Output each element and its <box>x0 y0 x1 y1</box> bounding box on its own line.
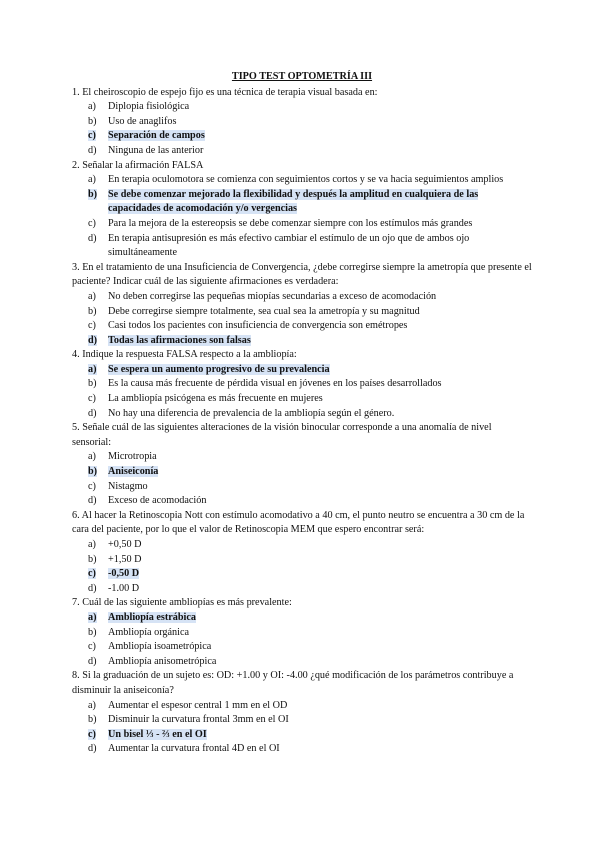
option-letter <box>88 538 108 553</box>
option-letter <box>88 553 108 568</box>
option-item-correct <box>72 728 532 743</box>
option-item <box>72 290 532 305</box>
option-letter-label: b) <box>88 115 97 127</box>
option-item <box>72 553 532 568</box>
option-letter <box>88 100 108 115</box>
option-text <box>108 173 532 188</box>
option-text <box>108 480 532 495</box>
option-letter <box>88 480 108 495</box>
option-letter <box>88 407 108 422</box>
option-letter <box>88 290 108 305</box>
option-text-label: La ambliopía psicógena es más frecuente en mujeres <box>108 393 323 405</box>
option-text <box>108 538 532 553</box>
option-text <box>108 494 532 509</box>
option-text <box>108 567 532 582</box>
option-text <box>108 699 532 714</box>
option-item-correct <box>72 363 532 378</box>
option-text <box>108 450 532 465</box>
option-item <box>72 494 532 509</box>
option-text-label: Microtropia <box>108 451 157 463</box>
option-letter <box>88 611 108 626</box>
option-text-label: -0,50 D <box>108 568 140 580</box>
option-text-label: Separación de campos <box>108 130 205 142</box>
option-text-label: Aumentar la curvatura frontal 4D en el OI <box>108 743 280 755</box>
option-item <box>72 450 532 465</box>
option-item-correct <box>72 567 532 582</box>
option-text <box>108 334 532 349</box>
options-list <box>72 173 532 261</box>
option-text-label: Uso de anaglifos <box>108 115 177 127</box>
option-letter <box>88 713 108 728</box>
option-text-label: +1,50 D <box>108 553 142 565</box>
option-letter-label: a) <box>88 451 96 463</box>
option-letter-label: c) <box>88 480 96 492</box>
option-text <box>108 100 532 115</box>
option-text-label: Aniseiconía <box>108 466 159 478</box>
option-text-label: No hay una diferencia de prevalencia de la ambliopía según el género. <box>108 407 395 419</box>
option-text <box>108 655 532 670</box>
question-block <box>72 86 532 159</box>
option-text-label: Disminuir la curvatura frontal 3mm en el OI <box>108 714 289 726</box>
question-text: 7. Cuál de las siguiente ambliopías es más prevalente: <box>72 597 292 609</box>
option-letter <box>88 129 108 144</box>
option-letter-label: b) <box>88 466 98 478</box>
option-letter-label: c) <box>88 130 96 142</box>
option-text <box>108 728 532 743</box>
options-list <box>72 611 532 669</box>
option-item-correct <box>72 611 532 626</box>
option-text <box>108 713 532 728</box>
option-letter <box>88 465 108 480</box>
option-item <box>72 100 532 115</box>
option-letter <box>88 305 108 320</box>
option-letter-label: b) <box>88 305 97 317</box>
option-item <box>72 232 532 261</box>
question-text: 3. En el tratamiento de una Insuficiencia de Convergencia, ¿debe corregirse siempre la ametropía que presente el paciente? Indicar cuál de las siguiente afirmaciones es verdadera: <box>72 261 532 288</box>
option-item <box>72 655 532 670</box>
option-letter <box>88 582 108 597</box>
question-block <box>72 509 532 597</box>
option-item <box>72 217 532 232</box>
option-text <box>108 319 532 334</box>
option-text-label: Se espera un aumento progresivo de su prevalencia <box>108 363 330 375</box>
option-item-correct <box>72 188 532 217</box>
option-letter-label: c) <box>88 217 96 229</box>
option-item <box>72 305 532 320</box>
option-letter-label: b) <box>88 626 97 638</box>
option-letter-label: a) <box>88 290 96 302</box>
option-letter-label: b) <box>88 553 97 565</box>
option-item <box>72 144 532 159</box>
option-letter-label: d) <box>88 495 97 507</box>
option-text <box>108 129 532 144</box>
option-letter-label: a) <box>88 539 96 550</box>
option-text <box>108 232 532 261</box>
option-item-correct <box>72 334 532 349</box>
question-block <box>72 669 532 757</box>
option-text <box>108 611 532 626</box>
option-text <box>108 305 532 320</box>
option-letter-label: d) <box>88 334 98 346</box>
option-letter-label: b) <box>88 378 97 390</box>
option-text-label: Diplopia fisiológica <box>108 101 190 113</box>
option-item <box>72 173 532 188</box>
options-list <box>72 699 532 757</box>
option-letter <box>88 450 108 465</box>
option-letter-label: d) <box>88 407 97 419</box>
option-letter <box>88 392 108 407</box>
option-item <box>72 407 532 422</box>
document-page <box>72 70 532 757</box>
options-list <box>72 363 532 421</box>
question-text: 8. Si la graduación de un sujeto es: OD: +1.00 y OI: -4.00 ¿qué modificación de los parámetros contribuye a disminuir la aniseiconía? <box>72 670 514 696</box>
option-text-label: Es la causa más frecuente de pérdida visual en jóvenes en los países desarrollados <box>108 378 442 390</box>
option-text-label: Ambliopía anisometrópica <box>108 655 217 667</box>
question-text: 4. Indique la respuesta FALSA respecto a la ambliopía: <box>72 349 297 361</box>
question-block <box>72 421 532 509</box>
option-letter-label: c) <box>88 568 96 580</box>
option-text-label: Ambliopía estrábica <box>108 611 197 623</box>
option-letter <box>88 319 108 334</box>
option-letter-label: c) <box>88 728 96 740</box>
option-letter <box>88 728 108 743</box>
option-letter <box>88 655 108 670</box>
option-item <box>72 377 532 392</box>
option-text <box>108 290 532 305</box>
option-text-label: Ambliopía isoametrópica <box>108 641 212 653</box>
option-letter <box>88 188 108 217</box>
option-letter-label: b) <box>88 188 98 200</box>
option-item-correct <box>72 465 532 480</box>
option-letter <box>88 363 108 378</box>
option-letter-label: a) <box>88 699 96 711</box>
option-letter-label: b) <box>88 714 97 726</box>
option-text-label: -1.00 D <box>108 582 140 594</box>
option-text-label: Casi todos los pacientes con insuficiencia de convergencia son emétropes <box>108 320 408 332</box>
option-letter-label: a) <box>88 611 97 623</box>
option-letter <box>88 494 108 509</box>
questions-container <box>72 86 532 757</box>
question-text: 2. Señalar la afirmación FALSA <box>72 159 204 171</box>
option-text-label: Un bisel ⅓ - ⅔ en el OI <box>108 728 207 740</box>
option-text <box>108 742 532 757</box>
option-letter <box>88 232 108 261</box>
option-text <box>108 363 532 378</box>
option-letter-label: d) <box>88 655 97 667</box>
option-item <box>72 742 532 757</box>
option-text-label: Para la mejora de la estereopsis se debe comenzar siempre con los estímulos más grandes <box>108 217 473 229</box>
option-letter-label: a) <box>88 174 96 186</box>
question-block <box>72 159 532 261</box>
option-text-label: En terapia antisupresión es más efectivo cambiar el estímulo de un ojo que de ambos ojo simultáneamente <box>108 232 470 259</box>
option-text <box>108 377 532 392</box>
option-text <box>108 407 532 422</box>
option-text <box>108 217 532 232</box>
option-text-label: Aumentar el espesor central 1 mm en el OD <box>108 699 288 711</box>
question-text: 6. Al hacer la Retinoscopia Nott con estímulo acomodativo a 40 cm, el punto neutro se encuentra a 30 cm de la cara del paciente, por lo que el valor de Retinoscopia MEM que espero encontrar será: <box>72 509 525 536</box>
option-item <box>72 626 532 641</box>
option-text <box>108 188 532 217</box>
question-text: 1. El cheiroscopio de espejo fijo es una técnica de terapia visual basada en: <box>72 86 378 98</box>
option-text <box>108 626 532 641</box>
option-letter <box>88 377 108 392</box>
option-letter-label: d) <box>88 743 97 755</box>
option-text <box>108 115 532 130</box>
option-item <box>72 392 532 407</box>
option-letter <box>88 626 108 641</box>
option-letter-label: d) <box>88 144 97 156</box>
option-letter <box>88 334 108 349</box>
option-text <box>108 465 532 480</box>
options-list <box>72 290 532 348</box>
option-letter-label: a) <box>88 101 96 113</box>
option-text-label: Se debe comenzar mejorado la flexibilidad y después la amplitud en cualquiera de las capacidades de acomodación y/o vergencias <box>108 188 479 215</box>
option-letter <box>88 173 108 188</box>
option-item <box>72 640 532 655</box>
option-text-label: Todas las afirmaciones son falsas <box>108 334 251 346</box>
option-letter <box>88 567 108 582</box>
option-letter <box>88 115 108 130</box>
option-letter <box>88 640 108 655</box>
option-letter-label: d) <box>88 232 97 244</box>
option-text <box>108 392 532 407</box>
options-list <box>72 100 532 158</box>
option-item <box>72 582 532 597</box>
question-block <box>72 348 532 421</box>
option-text-label: Exceso de acomodación <box>108 495 207 507</box>
option-item <box>72 699 532 714</box>
option-letter <box>88 742 108 757</box>
option-letter-label: c) <box>88 641 96 653</box>
option-letter-label: c) <box>88 393 96 405</box>
question-block <box>72 596 532 669</box>
option-item-correct <box>72 129 532 144</box>
option-item <box>72 713 532 728</box>
option-text <box>108 144 532 159</box>
option-text-label: Nistagmo <box>108 480 148 492</box>
options-list <box>72 450 532 508</box>
options-list <box>72 538 532 596</box>
option-letter-label: c) <box>88 320 96 332</box>
option-text-label: +0,50 D <box>108 539 142 550</box>
option-item <box>72 115 532 130</box>
option-item <box>72 480 532 495</box>
option-letter <box>88 217 108 232</box>
option-text-label: Debe corregirse siempre totalmente, sea cual sea la ametropía y su magnitud <box>108 305 420 317</box>
option-text-label: En terapia oculomotora se comienza con seguimientos cortos y se va hacia seguimientos amplios <box>108 174 504 186</box>
option-letter-label: a) <box>88 363 97 375</box>
option-text-label: No deben corregirse las pequeñas miopías secundarias a exceso de acomodación <box>108 290 437 302</box>
option-letter-label: d) <box>88 582 97 594</box>
question-text: 5. Señale cuál de las siguientes alteraciones de la visión binocular corresponde a una anomalía de nivel sensorial: <box>72 422 492 448</box>
question-block <box>72 261 532 349</box>
option-text <box>108 553 532 568</box>
option-item <box>72 319 532 334</box>
option-letter <box>88 699 108 714</box>
option-letter <box>88 144 108 159</box>
page-title: TIPO TEST OPTOMETRÍA III <box>231 71 373 82</box>
option-text <box>108 582 532 597</box>
option-item <box>72 538 532 553</box>
option-text-label: Ambliopía orgánica <box>108 626 190 638</box>
option-text <box>108 640 532 655</box>
option-text-label: Ninguna de las anterior <box>108 144 204 156</box>
